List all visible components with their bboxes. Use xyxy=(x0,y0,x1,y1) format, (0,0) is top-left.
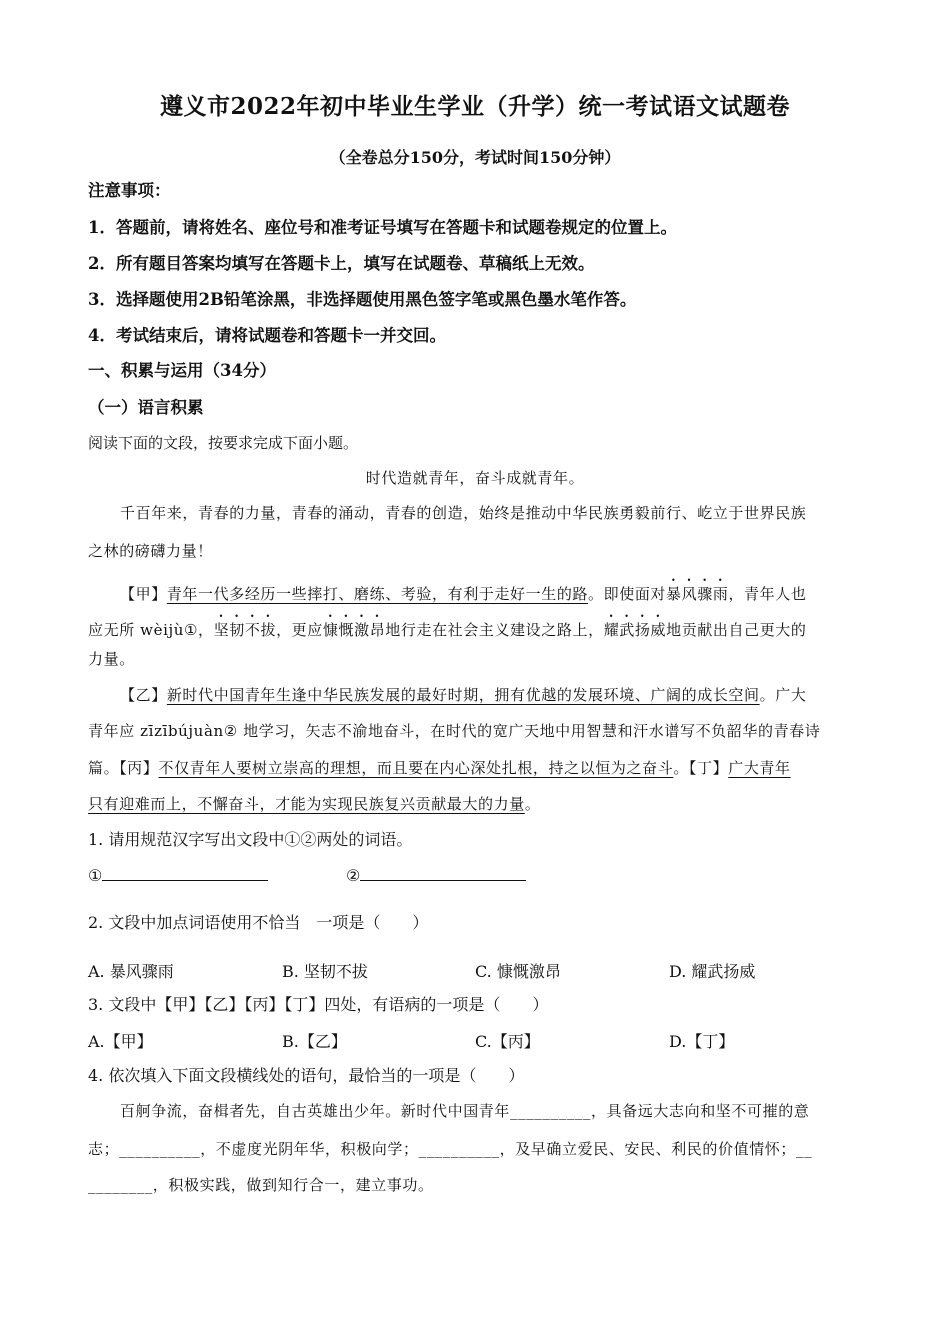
q2-option-c[interactable]: C. 慷慨激昂 xyxy=(475,962,561,981)
question-3: 3. 文段中【甲】【乙】【丙】【丁】四处，有语病的一项是（ ） xyxy=(88,995,549,1014)
q4-passage-line1: 百舸争流，奋楫者先，自古英雄出少年。新时代中国青年__________，具备远大志向和坚不可摧的意 xyxy=(120,1102,810,1120)
dotted-word-c: 慷慨激昂 xyxy=(322,621,386,639)
dotted-word-d: 耀武扬威 xyxy=(603,621,667,639)
blank-underline[interactable] xyxy=(102,864,268,881)
text-segment: 。【丁】 xyxy=(673,759,729,777)
passage-p1-line2: 之林的磅礴力量！ xyxy=(88,542,213,560)
text-segment: 。即使面对 xyxy=(588,585,667,603)
passage-p1-line1: 千百年来，青春的力量，青春的涌动，青春的创造，始终是推动中华民族勇毅前行、屹立于世界民族 xyxy=(120,504,807,522)
passage-p3-line1 xyxy=(120,684,868,706)
text-segment: 地贡献出自己更大的 xyxy=(666,621,807,639)
q2-option-a[interactable]: A. 暴风骤雨 xyxy=(88,962,174,981)
q3-option-c[interactable]: C.【丙】 xyxy=(475,1032,540,1051)
blank-label: ② xyxy=(346,866,361,885)
passage-p3-line3 xyxy=(88,757,868,779)
passage-p2-line1 xyxy=(120,576,868,605)
sentence-ding: 只有迎难而上，不懈奋斗，才能为实现民族复兴贡献最大的力量 xyxy=(88,795,525,813)
exam-title: 遵义市2022年初中毕业生学业（升学）统一考试语文试题卷 xyxy=(159,93,790,120)
sentence-jia: 青年一代多经历一些摔打、磨练、考验，有利于走好一生的路 xyxy=(166,585,589,603)
notice-item-1: 1．答题前，请将姓名、座位号和准考证号填写在答题卡和试题卷规定的位置上。 xyxy=(88,218,677,237)
passage-instruction: 阅读下面的文段，按要求完成下面小题。 xyxy=(88,434,359,452)
text-segment: 。广大 xyxy=(759,686,807,704)
answer-blank-1[interactable] xyxy=(88,864,268,885)
sentence-bing: 不仅青年人要树立崇高的理想，而且要在内心深处扎根，持之以恒为之奋斗 xyxy=(158,759,674,777)
passage-p2-line3: 力量。 xyxy=(88,650,135,668)
text-segment: ，更应 xyxy=(276,621,323,639)
text-segment: 应无所 wèijù①， xyxy=(88,621,214,639)
section-heading: 一、积累与运用（34分） xyxy=(88,361,276,380)
passage-p3-line2: 青年应 zīzībújuàn② 地学习，矢志不渝地奋斗，在时代的宽广天地中用智慧和汗水谱写不负韶华的青春诗 xyxy=(88,722,821,740)
text-segment: 篇。【丙】 xyxy=(88,759,159,777)
text-segment: ，青年人也 xyxy=(728,585,807,603)
text-segment: 。 xyxy=(524,795,541,813)
notice-heading: 注意事项： xyxy=(88,181,171,200)
notice-item-2: 2．所有题目答案均填写在答题卡上，填写在试题卷、草稿纸上无效。 xyxy=(88,254,595,273)
passage-p3-line4 xyxy=(88,793,868,815)
question-4: 4. 依次填入下面文段横线处的语句，最恰当的一项是（ ） xyxy=(88,1066,525,1085)
marker-jia: 【甲】 xyxy=(120,585,167,603)
dotted-word-b: 坚韧不拔 xyxy=(213,621,277,639)
passage-title: 时代造就青年，奋斗成就青年。 xyxy=(365,469,585,487)
q2-option-d[interactable]: D. 耀武扬威 xyxy=(669,962,756,981)
q3-option-b[interactable]: B.【乙】 xyxy=(282,1032,347,1051)
q4-passage-line2: 志；__________，不虚度光阴年华，积极向学；__________，及早确立爱民、安民、利民的价值情怀；__ xyxy=(88,1140,813,1158)
notice-item-3: 3．选择题使用2B铅笔涂黑，非选择题使用黑色签字笔或黑色墨水笔作答。 xyxy=(88,290,637,309)
exam-subtitle: （全卷总分150分，考试时间150分钟） xyxy=(329,148,621,167)
blank-label: ① xyxy=(88,866,103,885)
q3-option-d[interactable]: D.【丁】 xyxy=(669,1032,735,1051)
passage-p2-line2 xyxy=(88,612,868,641)
sub-section-heading: （一）语言积累 xyxy=(88,398,204,417)
blank-underline[interactable] xyxy=(360,864,526,881)
dotted-word-a: 暴风骤雨 xyxy=(666,585,729,603)
question-2: 2. 文段中加点词语使用不恰当 一项是（ ） xyxy=(88,913,429,932)
q4-passage-line3: ________，积极实践，做到知行合一，建立事功。 xyxy=(88,1176,434,1194)
question-1: 1. 请用规范汉字写出文段中①②两处的词语。 xyxy=(88,830,413,849)
text-segment: 地行走在社会主义建设之路上， xyxy=(385,621,604,639)
answer-blank-2[interactable] xyxy=(346,864,526,885)
marker-yi: 【乙】 xyxy=(120,686,167,704)
q3-option-a[interactable]: A.【甲】 xyxy=(88,1032,153,1051)
q2-option-b[interactable]: B. 坚韧不拔 xyxy=(282,962,368,981)
sentence-yi: 新时代中国青年生逢中华民族发展的最好时期，拥有优越的发展环境、广阔的成长空间 xyxy=(166,686,760,704)
notice-item-4: 4．考试结束后，请将试题卷和答题卡一并交回。 xyxy=(88,326,446,345)
sentence-ding-start: 广大青年 xyxy=(728,759,791,777)
